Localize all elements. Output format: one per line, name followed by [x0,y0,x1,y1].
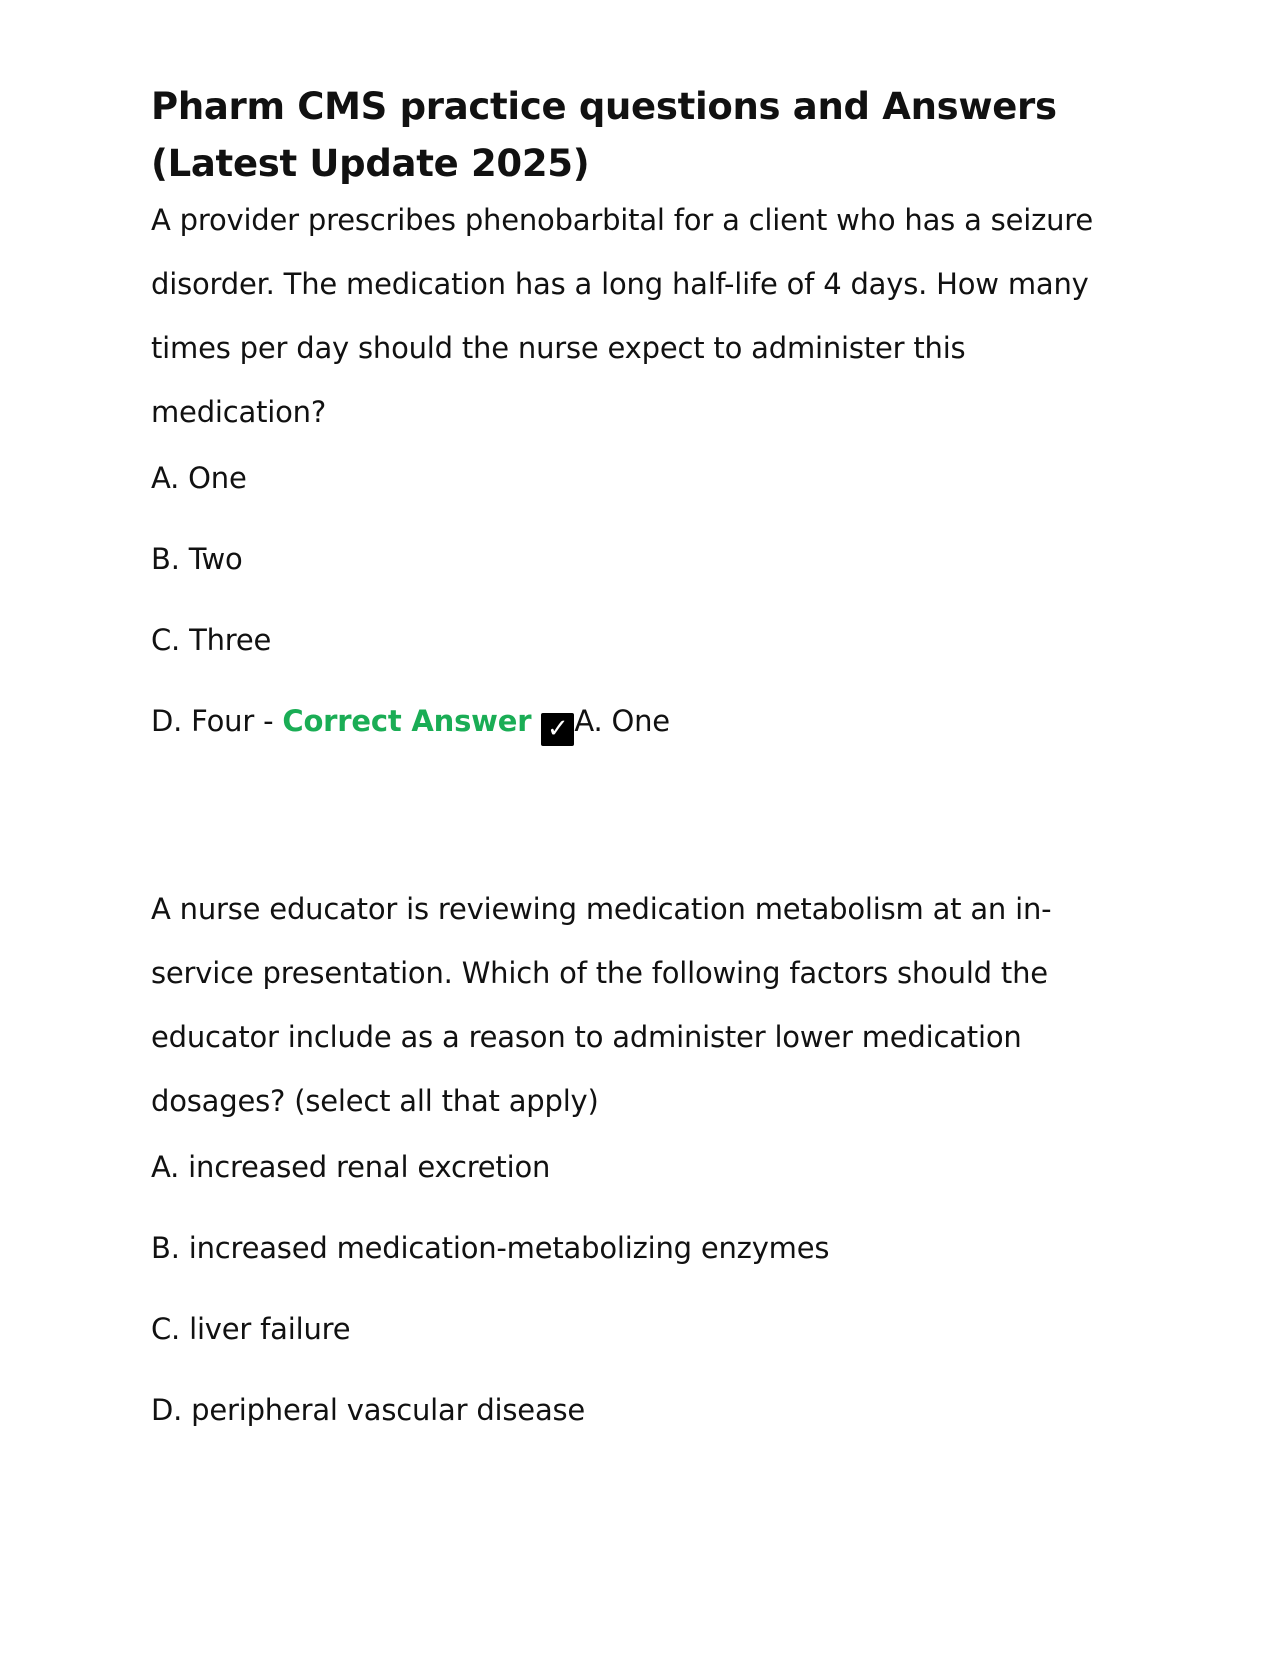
question-spacer [151,785,1141,877]
document-title [151,78,1141,192]
question-text: A nurse educator is reviewing medication metabolism at an in-service presentation. Which of the following factors should the educator include as a reason to administer lower medication dosages? (select all that apply) [151,892,1052,1118]
correct-answer-label: Correct Answer [282,704,532,738]
answer-separator: - [254,704,283,738]
document-page [151,78,1141,1474]
option-c: C. Three [151,623,272,657]
title-line-1: Pharm CMS practice questions and Answers [151,85,1057,128]
option-a: A. One [151,461,247,495]
option-d-with-answer [151,704,1141,744]
option-b: B. increased medication-metabolizing enzymes [151,1231,830,1265]
question-text: A provider prescribes phenobarbital for a client who has a seizure disorder. The medication has a long half-life of 4 days. How many times per day should the nurse expect to administer this medication? [151,203,1094,429]
option-list [151,1150,1141,1427]
option-c: C. liver failure [151,1312,351,1346]
question-block-2 [151,877,1141,1427]
check-box-icon: ✓ [541,713,574,746]
option-list [151,461,1141,744]
option-d: D. Four [151,704,255,738]
option-a: A. increased renal excretion [151,1150,551,1184]
title-line-2: (Latest Update 2025) [151,142,590,185]
correct-answer-value: A. One [574,704,670,738]
question-block-1 [151,188,1141,744]
option-b: B. Two [151,542,243,576]
option-d: D. peripheral vascular disease [151,1393,586,1427]
